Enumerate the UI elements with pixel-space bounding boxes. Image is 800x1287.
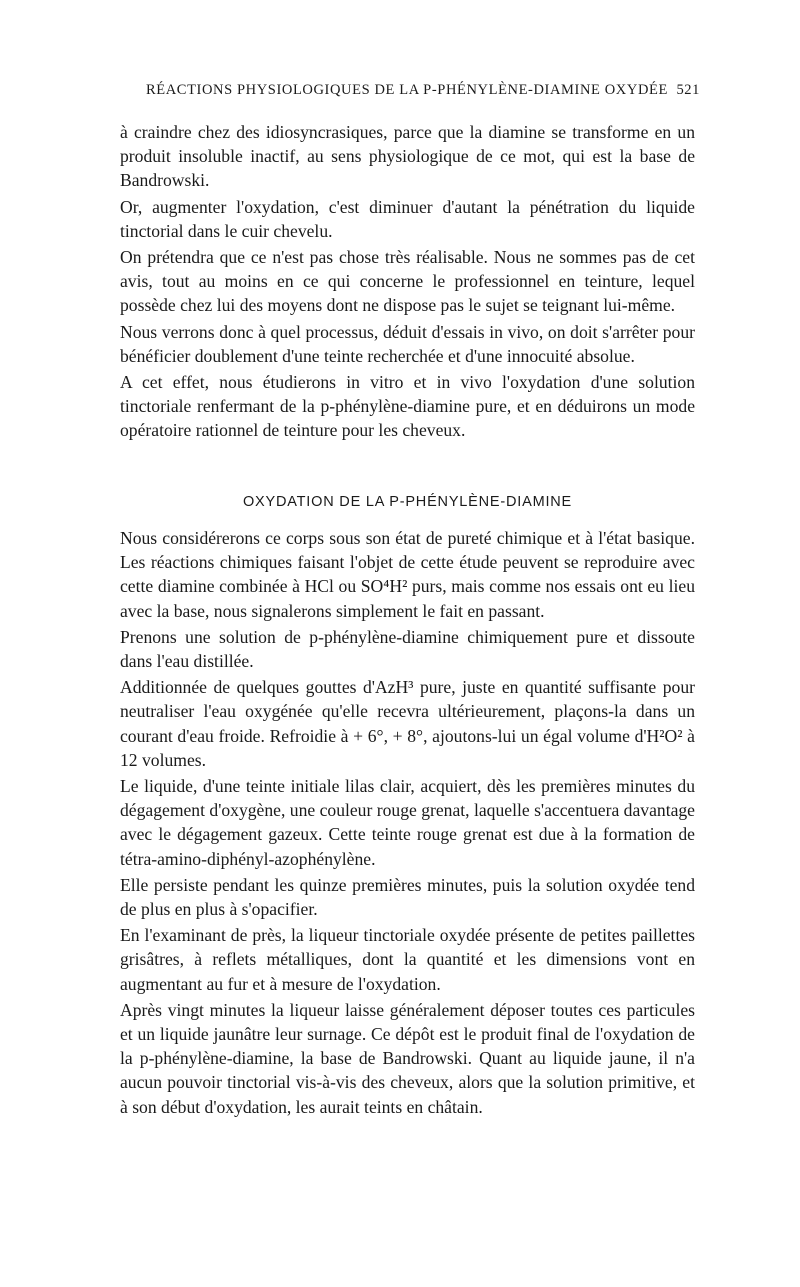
paragraph: Elle persiste pendant les quinze premières minutes, puis la solution oxydée tend de plus en plus à s'opacifier.	[120, 874, 695, 920]
paragraph: Le liquide, d'une teinte initiale lilas clair, acquiert, dès les premières minutes du dégagement d'oxygène, une couleur rouge grenat, laquelle s'accentuera davantage avec le dégagement gazeux. Cette teinte rouge grenat est due à la formation de tétra-amino-diphényl-azophénylène.	[120, 776, 695, 869]
section-heading: OXYDATION DE LA P-PHÉNYLÈNE-DIAMINE	[242, 494, 573, 510]
paragraph: A cet effet, nous étudierons in vitro et in vivo l'oxydation d'une solution tinctoriale renfermant de la p-phénylène-diamine pure, et en déduirons un mode opératoire rationnel de teinture pour les cheveux.	[120, 372, 695, 441]
paragraph: Prenons une solution de p-phénylène-diamine chimiquement pure et dissoute dans l'eau distillée.	[120, 626, 695, 672]
paragraph: Nous considérerons ce corps sous son état de pureté chimique et à l'état basique. Les réactions chimiques faisant l'objet de cette étude peuvent se reproduire avec cette diamine combinée à HCl ou SO⁴H² purs, mais comme nos essais ont eu lieu avec la base, nous signalerons simplement le fait en passant.	[120, 528, 695, 621]
text-block-1	[120, 120, 695, 445]
page-number: 521	[676, 82, 700, 98]
paragraph: Additionnée de quelques gouttes d'AzH³ pure, juste en quantité suffisante pour neutraliser l'eau oxygénée qu'elle recevra ultérieurement, plaçons-la dans un courant d'eau froide. Refroidie à + 6°, + 8°, ajoutons-lui un égal volume d'H²O² à 12 volumes.	[120, 677, 695, 770]
running-title: RÉACTIONS PHYSIOLOGIQUES DE LA P-PHÉNYLÈNE-DIAMINE OXYDÉE	[146, 82, 668, 98]
running-header	[146, 80, 700, 100]
paragraph: Or, augmenter l'oxydation, c'est diminuer d'autant la pénétration du liquide tinctorial dans le cuir chevelu.	[120, 196, 695, 241]
paragraph: Nous verrons donc à quel processus, déduit d'essais in vivo, on doit s'arrêter pour bénéficier doublement d'une teinte recherchée et d'une innocuité absolue.	[120, 321, 695, 366]
paragraph: En l'examinant de près, la liqueur tinctoriale oxydée présente de petites paillettes grisâtres, à reflets métalliques, dont la quantité et les dimensions vont en augmentant au fur et à mesure de l'oxydation.	[120, 925, 695, 994]
paragraph: à craindre chez des idiosyncrasiques, parce que la diamine se transforme en un produit insoluble inactif, au sens physiologique de ce mot, qui est la base de Bandrowski.	[120, 122, 695, 191]
text-block-2	[120, 526, 695, 1121]
paragraph: On prétendra que ce n'est pas chose très réalisable. Nous ne sommes pas de cet avis, tout au moins en ce qui concerne le professionnel en teinture, lequel possède chez lui des moyens dont ne dispose pas le sujet se teignant lui-même.	[120, 247, 695, 316]
paragraph: Après vingt minutes la liqueur laisse généralement déposer toutes ces particules et un liquide jaunâtre leur surnage. Ce dépôt est le produit final de l'oxydation de la p-phénylène-diamine, la base de Bandrowski. Quant au liquide jaune, il n'a aucun pouvoir tinctorial vis-à-vis des cheveux, alors que la solution primitive, et à son début d'oxydation, les aurait teints en châtain.	[120, 999, 695, 1117]
